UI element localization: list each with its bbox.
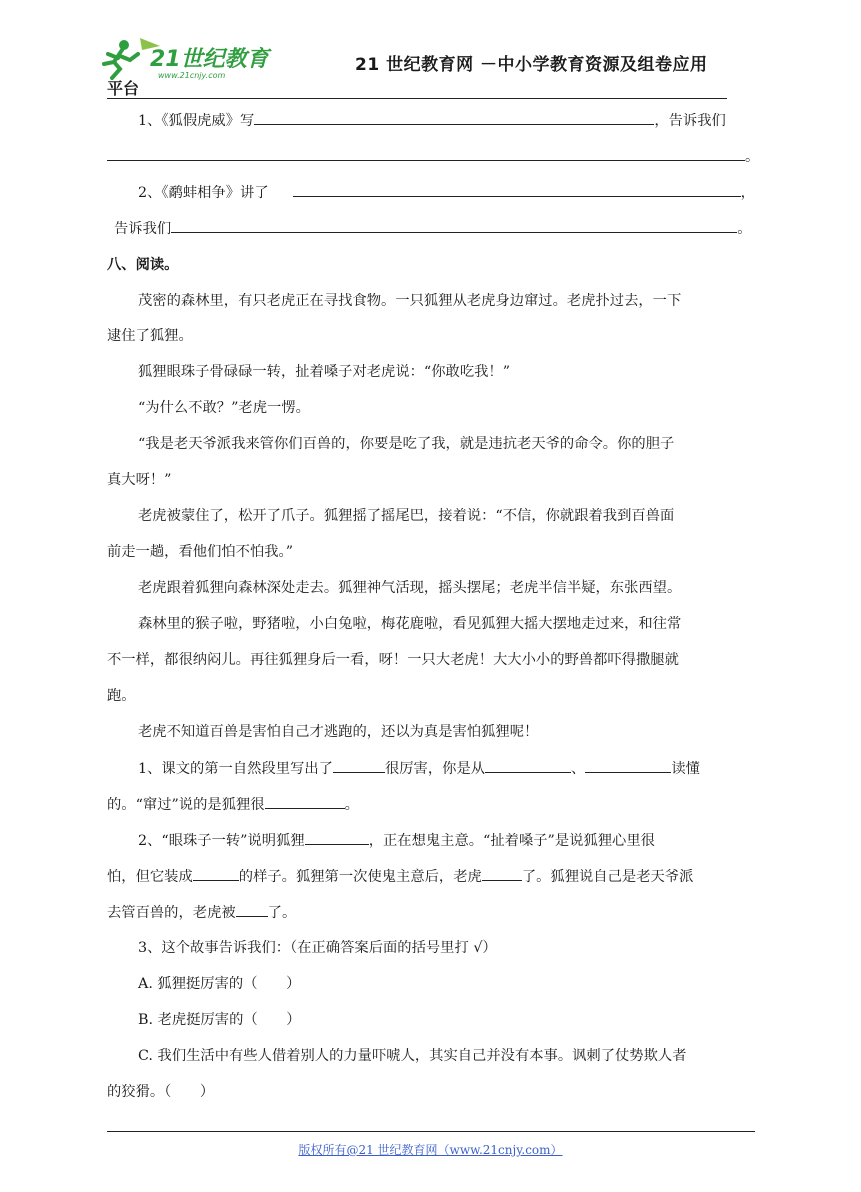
answer-blank[interactable]	[482, 866, 522, 881]
q2-line1	[138, 830, 758, 851]
q2-text-f: 去管百兽的，老虎被	[107, 905, 236, 921]
logo-text: 21世纪教育	[150, 47, 269, 72]
paragraph-line: 老虎被蒙住了，松开了爪子。狐狸摇了摇尾巴，接着说：“不信，你就跟着我到百兽面	[138, 508, 675, 524]
footer	[0, 1141, 861, 1158]
answer-blank[interactable]	[485, 758, 571, 773]
q1-text-d: 读懂	[671, 761, 700, 777]
q2-line2	[107, 866, 757, 887]
s7-q2-line2	[114, 218, 754, 239]
q1-text-b: 很厉害，你是从	[384, 761, 486, 777]
q3-stem: 3、这个故事告诉我们：（在正确答案后面的括号里打 √）	[138, 940, 497, 956]
paragraph-line: 老虎跟着狐狸向森林深处走去。狐狸神气活现，摇头摆尾；老虎半信半疑，东张西望。	[138, 580, 682, 596]
answer-blank[interactable]	[107, 146, 745, 161]
s7-q1-line	[138, 110, 758, 131]
paragraph-line: “我是老天爷派我来管你们百兽的，你要是吃了我，就是违抗老天爷的命令。你的胆子	[138, 436, 675, 452]
answer-blank[interactable]	[236, 902, 268, 917]
q3-option-c-line2[interactable]: 的狡猾。（ ）	[107, 1084, 215, 1100]
s7-q1-prefix: 1、《狐假虎威》写	[138, 113, 255, 129]
s7-q2-prefix: 2、《鹬蚌相争》讲了	[138, 185, 269, 201]
q1-line2	[107, 794, 757, 815]
q2-text-c: 怕，但它装成	[107, 869, 193, 885]
q2-text-b: ，正在想鬼主意。“扯着嗓子”是说狐狸心里很	[368, 833, 655, 849]
logo-url: www.21cnjy.com	[158, 71, 226, 80]
answer-blank[interactable]	[171, 218, 737, 233]
q3-option-a[interactable]: A. 狐狸挺厉害的（ ）	[138, 976, 301, 992]
s7-q2-end: 。	[737, 221, 752, 237]
paragraph-line: 森林里的猴子啦，野猪啦，小白兔啦，梅花鹿啦，看见狐狸大摇大摆地走过来，和往常	[138, 616, 682, 632]
paragraph-line: 逮住了狐狸。	[107, 328, 193, 344]
copyright-link[interactable]: 版权所有@21 世纪教育网（www.21cnjy.com）	[298, 1143, 563, 1157]
answer-blank[interactable]	[193, 866, 239, 881]
q2-text-g: 了。	[267, 905, 297, 921]
q2-text-a: 2、“眼珠子一转”说明狐狸	[138, 833, 305, 849]
answer-blank[interactable]	[333, 758, 385, 773]
paragraph-line: 老虎不知道百兽是害怕自己才逃跑的，还以为真是害怕狐狸呢！	[138, 724, 539, 740]
paragraph-line: 不一样，都很纳闷儿。再往狐狸身后一看，呀！一只大老虎！大大小小的野兽都吓得撒腿就	[107, 652, 679, 668]
footer-rule	[107, 1131, 755, 1132]
q3-option-b[interactable]: B. 老虎挺厉害的（ ）	[138, 1012, 301, 1028]
q2-line3	[107, 902, 757, 923]
s7-q2-comma: ，	[740, 185, 755, 201]
paragraph-line: 茂密的森林里，有只老虎正在寻找食物。一只狐狸从老虎身边窜过。老虎扑过去，一下	[138, 293, 682, 309]
answer-blank[interactable]	[254, 110, 654, 125]
q3-option-c-line1[interactable]: C. 我们生活中有些人借着别人的力量吓唬人，其实自己并没有本事。讽刺了仗势欺人者	[138, 1048, 687, 1064]
answer-blank[interactable]	[293, 182, 741, 197]
s7-q1-suffix: ，告诉我们	[654, 113, 726, 129]
s7-q2-line	[138, 182, 758, 203]
answer-blank[interactable]	[585, 758, 671, 773]
q2-text-e: 了。狐狸说自己是老天爷派	[521, 869, 694, 885]
platform-label: 平台	[107, 79, 140, 98]
paragraph-line: 真大呀！”	[107, 472, 172, 488]
answer-blank[interactable]	[305, 830, 369, 845]
q1-line1	[138, 758, 758, 779]
paragraph-line: “为什么不敢？”老虎一愣。	[138, 400, 310, 416]
answer-blank[interactable]	[265, 794, 345, 809]
paragraph-line: 跑。	[107, 688, 136, 704]
s7-q2-tell: 告诉我们	[114, 221, 172, 237]
q1-text-a: 1、课文的第一自然段里写出了	[138, 761, 333, 777]
q1-text-f: 。	[344, 797, 359, 813]
site-title: 21 世纪教育网 －中小学教育资源及组卷应用	[355, 55, 708, 75]
s7-q1-line2	[107, 146, 760, 167]
q2-text-d: 的样子。狐狸第一次使鬼主意后，老虎	[238, 869, 482, 885]
section-heading: 八、阅读。	[107, 257, 179, 273]
paragraph-line: 狐狸眼珠子骨碌碌一转，扯着嗓子对老虎说：“你敢吃我！”	[138, 364, 511, 380]
paragraph-line: 前走一趟，看他们怕不怕我。”	[107, 544, 294, 560]
header-rule	[107, 98, 727, 99]
q1-text-c: 、	[571, 761, 586, 777]
s7-q1-end: 。	[745, 149, 760, 165]
q1-text-e: 的。“窜过”说的是狐狸很	[107, 797, 265, 813]
